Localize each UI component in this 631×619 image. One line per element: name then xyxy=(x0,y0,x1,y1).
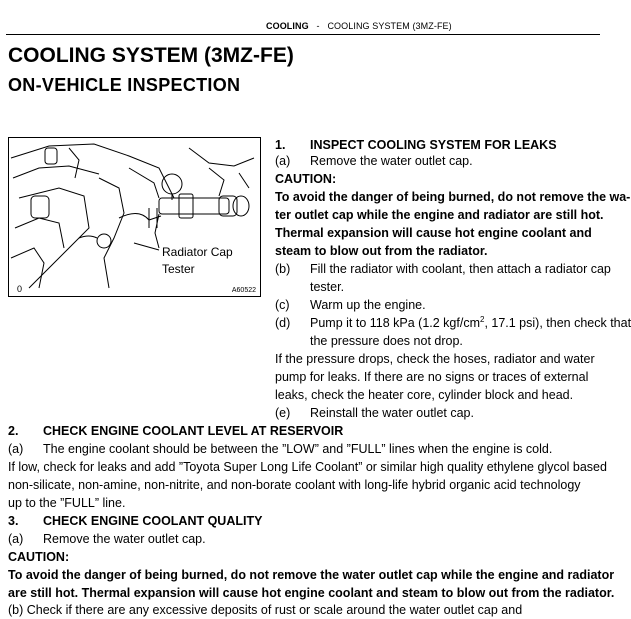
step2-a-text: The engine coolant should be between the ”LOW” and ”FULL” lines when the engine is cold. xyxy=(43,442,553,456)
figure-label-line2: Tester xyxy=(162,262,195,276)
step1-b-marker: (b) xyxy=(275,262,291,276)
step1-caution-line-1: To avoid the danger of being burned, do not remove the wa- xyxy=(275,190,631,204)
figure-corner-mark: 0 xyxy=(17,284,23,294)
step1-d-sup: 2 xyxy=(479,315,485,324)
step1-a-marker: (a) xyxy=(275,154,291,168)
step3-number: 3. xyxy=(8,514,19,528)
step3-caution-label: CAUTION: xyxy=(8,550,70,564)
engine-illustration xyxy=(9,138,262,298)
step1-e-marker: (e) xyxy=(275,406,291,420)
step2-line-2: non-silicate, non-amine, non-nitrite, and non-borate coolant with long-life hybrid organic acid technology xyxy=(8,478,581,492)
header-subsection: COOLING SYSTEM (3MZ-FE) xyxy=(327,21,452,31)
step2-heading-text: CHECK ENGINE COOLANT LEVEL AT RESERVOIR xyxy=(43,424,344,438)
step1-d-line2: the pressure does not drop. xyxy=(310,334,463,348)
step1-a-text: Remove the water outlet cap. xyxy=(310,154,473,168)
figure-code: A60522 xyxy=(231,287,256,294)
radiator-cap-tester-figure xyxy=(8,137,261,297)
page-title: COOLING SYSTEM (3MZ-FE) xyxy=(8,44,294,67)
header-rule xyxy=(6,34,600,35)
step1-b xyxy=(275,260,611,278)
running-header xyxy=(266,21,452,31)
step1-c-text: Warm up the engine. xyxy=(310,298,426,312)
step1-a xyxy=(275,152,473,170)
step1-e xyxy=(275,404,474,422)
step1-b-line2: tester. xyxy=(310,280,345,294)
step3-heading-text: CHECK ENGINE COOLANT QUALITY xyxy=(43,514,263,528)
step1-d xyxy=(275,314,631,332)
step3-a-marker: (a) xyxy=(8,532,24,546)
step1-d-pre: Pump it to 118 kPa (1.2 kgf/cm xyxy=(310,316,480,330)
step1-d-marker: (d) xyxy=(275,316,291,330)
step1-e-text: Reinstall the water outlet cap. xyxy=(310,406,474,420)
step1-caution-line-4: steam to blow out from the radiator. xyxy=(275,244,488,258)
step2-number: 2. xyxy=(8,424,19,438)
step2-a-marker: (a) xyxy=(8,442,24,456)
step1-d-post: , 17.1 psi), then check that xyxy=(484,316,631,330)
step1-heading-text: INSPECT COOLING SYSTEM FOR LEAKS xyxy=(310,138,557,152)
page-subtitle: ON-VEHICLE INSPECTION xyxy=(8,75,241,95)
step2-a xyxy=(8,440,552,458)
step1-para-line-3: leaks, check the heater core, cylinder block and head. xyxy=(275,388,574,402)
step1-para-line-1: If the pressure drops, check the hoses, radiator and water xyxy=(275,352,595,366)
header-separator: - xyxy=(316,21,320,31)
step1-c-marker: (c) xyxy=(275,298,290,312)
step2-line-1: If low, check for leaks and add ”Toyota Super Long Life Coolant” or similar high quality ethylene glycol based xyxy=(8,460,607,474)
step3-heading xyxy=(8,512,262,530)
step3-a-text: Remove the water outlet cap. xyxy=(43,532,206,546)
step1-caution-line-2: ter outlet cap while the engine and radiator are still hot. xyxy=(275,208,604,222)
step3-caution-line-2: are still hot. Thermal expansion will cause hot engine coolant and steam to blow out from the radiator. xyxy=(8,586,615,600)
step2-heading xyxy=(8,422,343,440)
step2-line-3: up to the ”FULL” line. xyxy=(8,496,126,510)
step1-c xyxy=(275,296,426,314)
header-section: COOLING xyxy=(266,21,309,31)
step1-caution-label: CAUTION: xyxy=(275,172,337,186)
step3-b-partial: (b) Check if there are any excessive deposits of rust or scale around the water outlet cap and xyxy=(8,603,523,617)
step1-caution-line-3: Thermal expansion will cause hot engine coolant and xyxy=(275,226,592,240)
step1-para-line-2: pump for leaks. If there are no signs or traces of external xyxy=(275,370,589,384)
step1-b-line1: Fill the radiator with coolant, then attach a radiator cap xyxy=(310,262,611,276)
step3-a xyxy=(8,530,206,548)
step3-caution-line-1: To avoid the danger of being burned, do not remove the water outlet cap while the engine and radiator xyxy=(8,568,615,582)
step1-number: 1. xyxy=(275,138,286,152)
figure-label-line1: Radiator Cap xyxy=(162,245,233,259)
